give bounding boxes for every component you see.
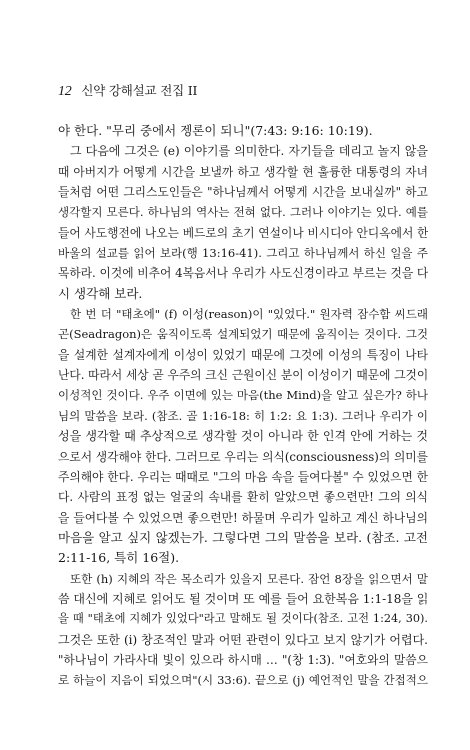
text-line: 바울의 설교를 읽어 보라(행 13:16-41). 그리고 하나님께서 하신 일을 주 <box>58 246 428 261</box>
text-line: 다. 사람의 표정 없는 얼굴의 속내를 환히 알았으면 좋으련만! 그의 의식 <box>58 490 428 505</box>
text-line: 시 생각해 보라. <box>58 285 143 301</box>
text-line: 그 다음에 그것은 (e) 이야기를 의미한다. 자기들을 데리고 놀지 않을 <box>70 144 428 159</box>
text-line: 난다. 따라서 세상 곧 우주의 크신 근원이신 분이 이성이기 때문에 그것이 <box>58 368 428 383</box>
text-line: 을 때 "태초에 지혜가 있었다"라고 말해도 될 것이다(참조. 고전 1:24, 30). <box>58 612 428 626</box>
text-line: 이성적인 것이다. 우주 이면에 있는 마음(the Mind)을 알고 싶은가? 하나 <box>58 388 428 403</box>
text-line: 야 한다. "무리 중에서 젱론이 되니"(7:43: 9:16: 10:19). <box>58 123 373 138</box>
text-line: 님의 말씀을 보라. (참조. 골 1:16-18: 히 1:2: 요 1:3). 그러나 우리가 이 <box>58 408 428 423</box>
text-line: 또한 (h) 지혜의 작은 목소리가 있을지 모른다. 잠언 8장을 읽으면서 말 <box>70 571 428 586</box>
text-line: 씀 대신에 지혜로 읽어도 될 것이며 또 예를 들어 요한복음 1:1-18을 읽 <box>58 591 428 606</box>
text-line: 성을 생각할 때 추상적으로 생각할 것이 아니라 한 인격 안에 거하는 것 <box>58 429 428 444</box>
text-line: 을 설계한 설계자에게 이성이 있었기 때문에 그것에 이성의 특징이 나타 <box>58 347 428 362</box>
text-line: 그것은 또한 (i) 창조적인 말과 어떤 관련이 있다고 보지 않기가 어렵다. <box>58 632 428 647</box>
book-title: 신약 강해설교 전집 II <box>81 83 198 98</box>
text-line: 한 번 더 "태초에" (f) 이성(reason)이 "있었다." 원자력 잠수함 씨드래 <box>70 307 428 322</box>
text-line: 때 아버지가 어떻게 시간을 보낼까 하고 생각할 현 훌륭한 대통령의 자녀 <box>58 164 428 179</box>
body-text <box>58 121 428 691</box>
text-line: "하나님이 가라사대 빛이 있으라 하시매 … "(창 1:3). "여호와의 말씀으 <box>58 652 428 667</box>
text-line: 마음을 알고 싶지 않겠는가. 그렇다면 그의 말씀을 보라. (참조. 고전 <box>58 529 428 545</box>
text-line: 주의해야 한다. 우리는 때때로 "그의 마음 속을 들여다볼" 수 있었으면 한 <box>58 469 428 484</box>
page-number: 12 <box>58 84 72 99</box>
text-line: 2:11-16, 특히 16절). <box>58 550 180 566</box>
text-line: 을 들여다볼 수 있었으면 좋으련만! 하물며 우리가 일하고 계신 하나님의 <box>58 510 428 525</box>
text-line: 생각할지 모른다. 하나님의 역사는 전혀 없다. 그러나 이야기는 있다. 예를 <box>58 205 428 220</box>
running-head <box>58 81 197 100</box>
text-line: 곤(Seadragon)은 움직이도록 설계되었기 때문에 움직이는 것이다. 그것 <box>58 327 428 342</box>
text-line: 들처럼 어떤 그리스도인들은 "하나님께서 어떻게 시간을 보내실까" 하고 <box>58 185 428 200</box>
text-line: 들어 사도행전에 나오는 베드로의 초기 연설이나 비시디아 안디옥에서 한 <box>58 225 428 240</box>
text-line: 으로서 생각해야 한다. 그러므로 우리는 의식(consciousness)의 의미를 <box>58 449 428 464</box>
text-line: 목하라. 이것에 비추어 4복음서나 우리가 사도신경이라고 부르는 것을 다 <box>58 266 428 281</box>
text-line: 로 하늘이 지음이 되었으며"(시 33:6). 끝으로 (j) 예언적인 말을 간접적으 <box>58 673 428 688</box>
